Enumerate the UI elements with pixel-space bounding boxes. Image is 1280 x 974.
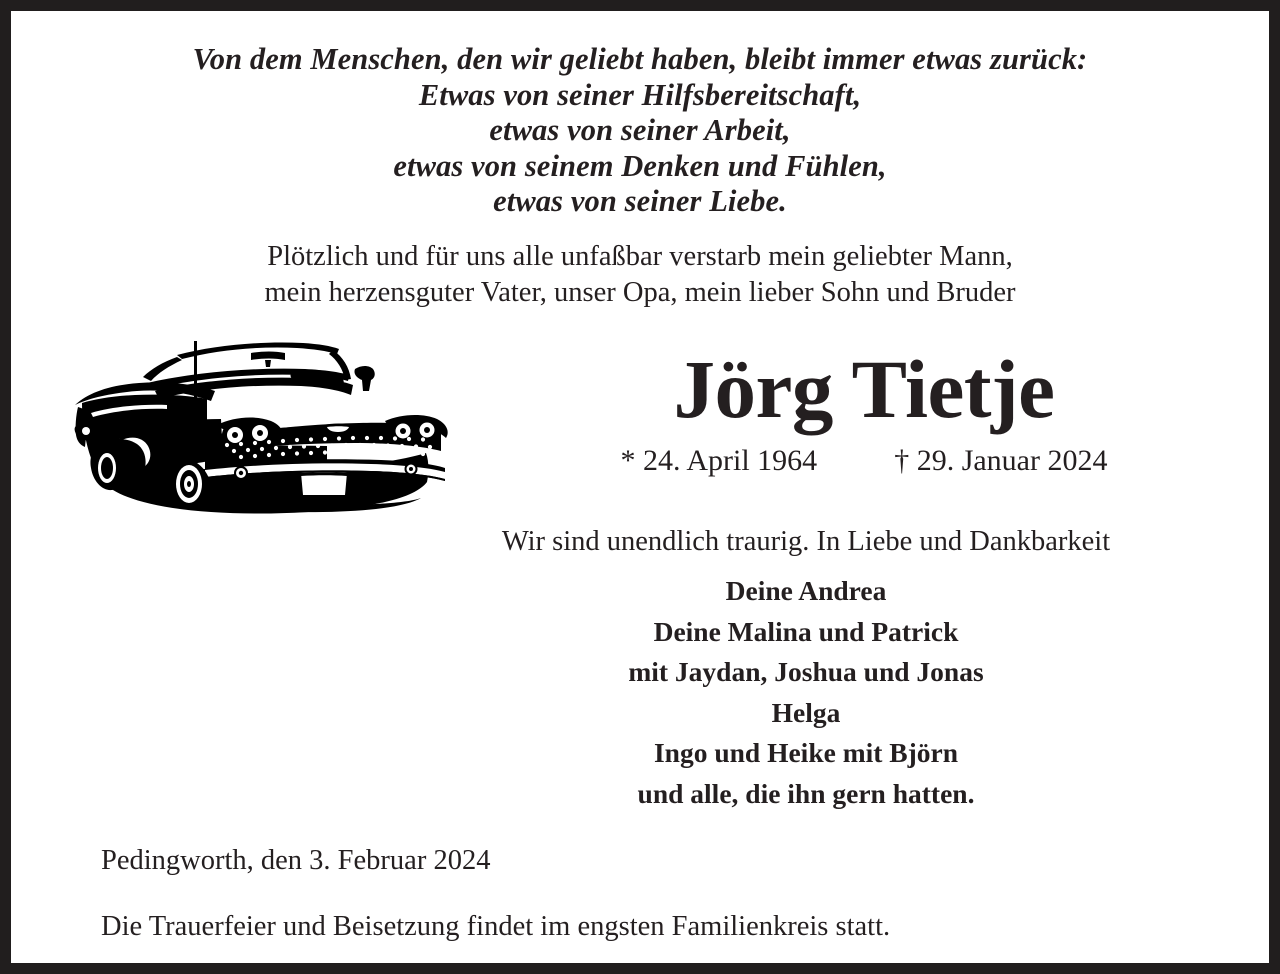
- deceased-name: Jörg Tietje: [673, 343, 1055, 435]
- classic-convertible-car-icon: [55, 329, 460, 524]
- mourners-list: [381, 571, 1231, 814]
- poem-line: etwas von seiner Liebe.: [493, 184, 787, 218]
- poem-line: Von dem Menschen, den wir geliebt haben, bleibt immer etwas zurück:: [192, 42, 1088, 76]
- announcement-line: mein herzensguter Vater, unser Opa, mein lieber Sohn und Bruder: [264, 277, 1016, 308]
- birth-symbol: *: [620, 444, 636, 477]
- poem-line: etwas von seinem Denken und Fühlen,: [393, 148, 887, 183]
- life-dates: [459, 444, 1269, 478]
- place-and-date: Pedingworth, den 3. Februar 2024: [101, 845, 491, 876]
- announcement-line: Plötzlich und für uns alle unfaßbar verstarb mein geliebter Mann,: [267, 241, 1013, 272]
- death-announcement: [11, 239, 1269, 311]
- mourner-line: Deine Andrea: [725, 575, 887, 606]
- tribute-intro: Wir sind unendlich traurig. In Liebe und Dankbarkeit: [501, 526, 1111, 557]
- service-notice: Die Trauerfeier und Beisetzung findet im engsten Familienkreis statt.: [101, 911, 891, 942]
- birth-date: 24. April 1964: [643, 444, 818, 477]
- mourner-line: mit Jaydan, Joshua und Jonas: [628, 656, 984, 687]
- memorial-poem: [11, 42, 1269, 220]
- mourner-line: Ingo und Heike mit Björn: [653, 737, 959, 768]
- poem-line: etwas von seiner Arbeit,: [489, 113, 791, 147]
- mourner-line: und alle, die ihn gern hatten.: [637, 777, 975, 809]
- mourner-line: Helga: [771, 696, 841, 728]
- identity-block: [459, 343, 1269, 478]
- obituary-notice-card: [11, 11, 1269, 963]
- death-date: 29. Januar 2024: [916, 444, 1108, 477]
- poem-line: Etwas von seiner Hilfsbereitschaft,: [418, 77, 862, 112]
- death-symbol: †: [894, 444, 910, 477]
- mourner-line: Deine Malina und Patrick: [653, 615, 959, 647]
